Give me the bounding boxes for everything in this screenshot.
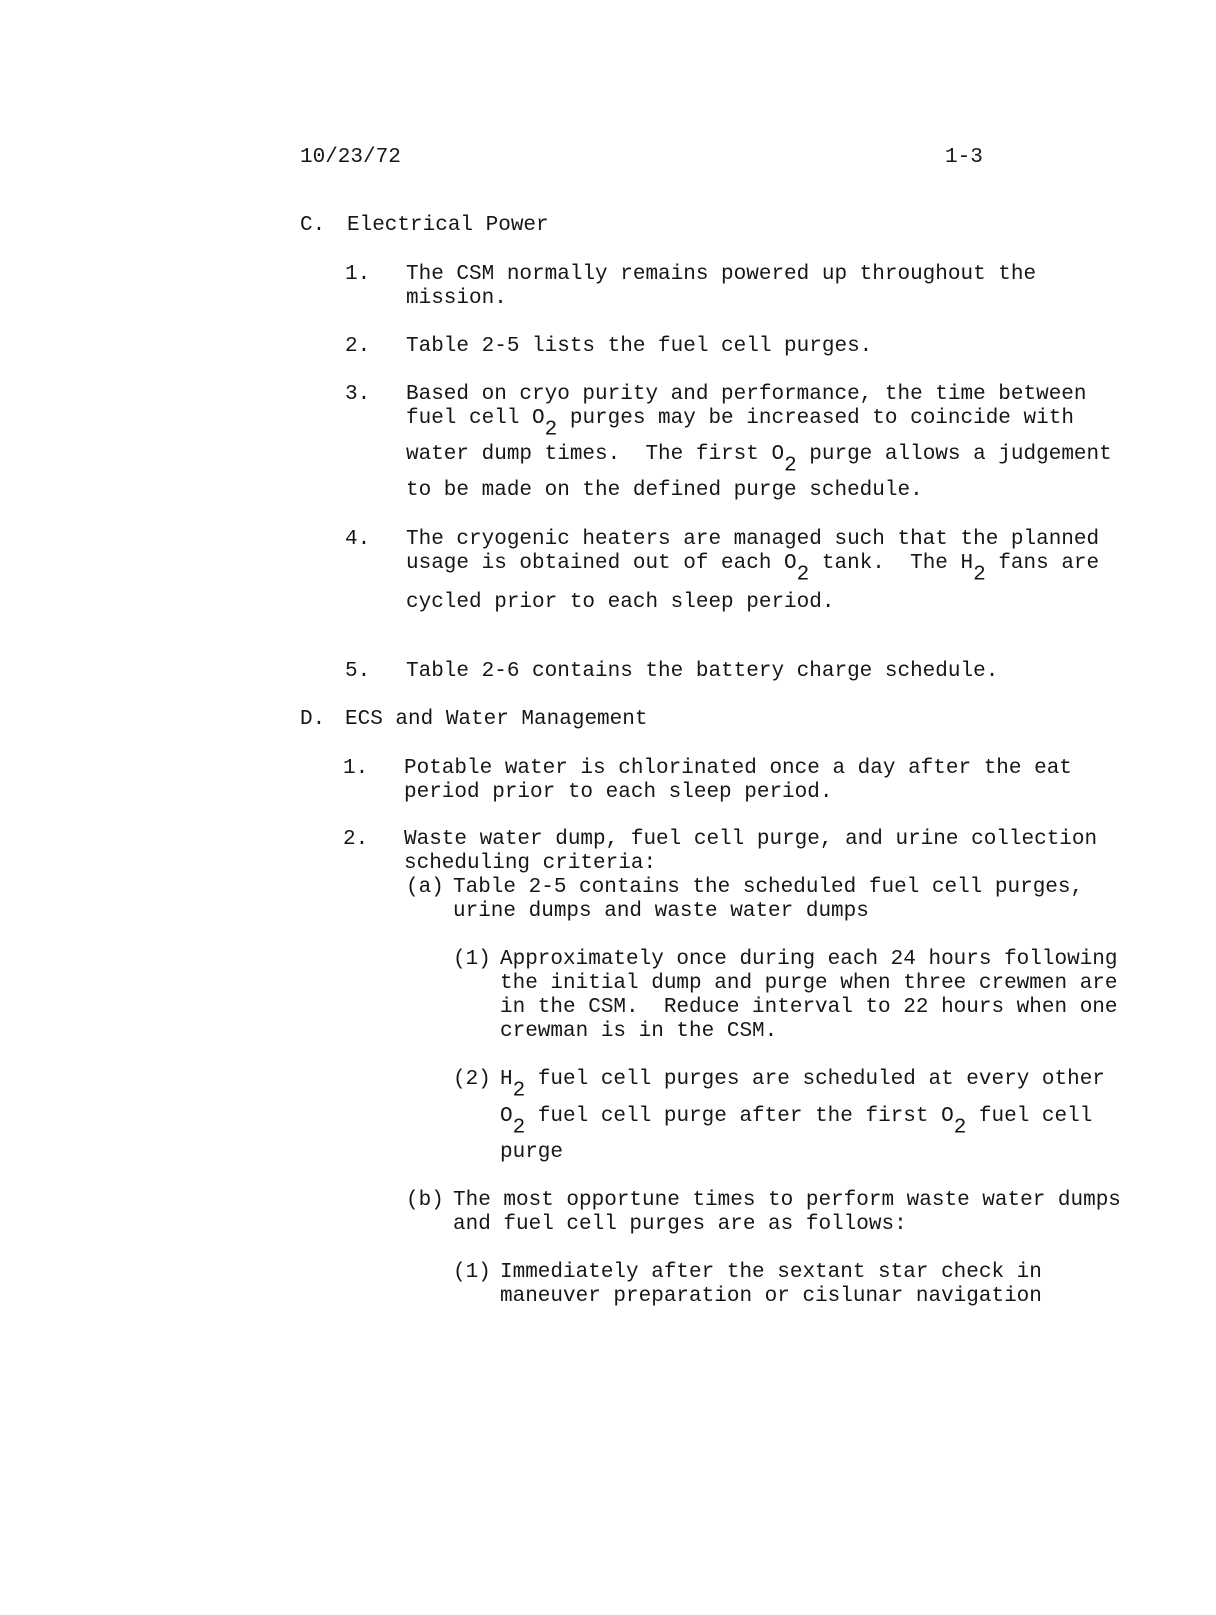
sub-item-b-label: (b) xyxy=(406,1189,444,1212)
sub-item-a2-line-1: $H_2$ fuel cell purges are scheduled at every other xyxy=(500,1068,1105,1103)
c-item-1-line-1: The CSM normally remains powered up throughout the xyxy=(406,263,1037,286)
c-item-3-line-2: fuel cell $O_2$ purges may be increased to coincide with xyxy=(406,407,1074,442)
d-item-2-line-2: scheduling criteria: xyxy=(404,852,657,875)
sub-item-a2-line-3: purge xyxy=(500,1141,564,1164)
c-item-4-line-1: The cryogenic heaters are managed such that the planned xyxy=(406,528,1100,551)
c-item-1-line-2: mission. xyxy=(406,287,507,310)
section-c-letter: C. xyxy=(300,214,326,237)
c-item-5-number: 5. xyxy=(345,660,371,683)
sub-item-b1-line-1: Immediately after the sextant star check in xyxy=(500,1261,1042,1284)
c-item-3-line-3: water dump times. The first $O_2$ purge allows a judgement xyxy=(406,443,1112,478)
d-item-2-number: 2. xyxy=(343,828,369,851)
d-item-1-number: 1. xyxy=(343,757,369,780)
c-item-4-line-2: usage is obtained out of each $O_2$ tank. The $H_2$ fans are xyxy=(406,552,1100,587)
sub-item-a2-label: (2) xyxy=(453,1068,491,1091)
section-c-title: Electrical Power xyxy=(347,214,549,237)
sub-item-a-label: (a) xyxy=(406,876,444,899)
c-item-4-number: 4. xyxy=(345,528,371,551)
section-d-title: ECS and Water Management xyxy=(345,708,648,731)
sub-item-b1-line-2: maneuver preparation or cislunar navigation xyxy=(500,1285,1042,1308)
sub-item-a1-line-3: in the CSM. Reduce interval to 22 hours when one xyxy=(500,996,1118,1019)
c-item-5-line-1: Table 2-6 contains the battery charge schedule. xyxy=(406,660,999,683)
sub-item-a-line-1: Table 2-5 contains the scheduled fuel cell purges, xyxy=(453,876,1084,899)
page-number: 1-3 xyxy=(945,146,983,169)
sub-item-a-line-2: urine dumps and waste water dumps xyxy=(453,900,869,923)
c-item-2-number: 2. xyxy=(345,335,371,358)
d-item-2-line-1: Waste water dump, fuel cell purge, and urine collection xyxy=(404,828,1098,851)
c-item-3-line-4: to be made on the defined purge schedule. xyxy=(406,479,923,502)
section-d-letter: D. xyxy=(300,708,326,731)
c-item-3-number: 3. xyxy=(345,383,371,406)
sub-item-b-line-1: The most opportune times to perform waste water dumps xyxy=(453,1189,1121,1212)
sub-item-a1-label: (1) xyxy=(453,948,491,971)
d-item-1-line-2: period prior to each sleep period. xyxy=(404,781,833,804)
c-item-2-line-1: Table 2-5 lists the fuel cell purges. xyxy=(406,335,873,358)
sub-item-a1-line-1: Approximately once during each 24 hours following xyxy=(500,948,1118,971)
sub-item-b-line-2: and fuel cell purges are as follows: xyxy=(453,1213,907,1236)
sub-item-a1-line-2: the initial dump and purge when three crewmen are xyxy=(500,972,1118,995)
c-item-4-line-3: cycled prior to each sleep period. xyxy=(406,591,835,614)
c-item-1-number: 1. xyxy=(345,263,371,286)
sub-item-a1-line-4: crewman is in the CSM. xyxy=(500,1020,778,1043)
sub-item-a2-line-2: $O_2$ fuel cell purge after the first $O_2$ fuel cell xyxy=(500,1105,1093,1140)
sub-item-b1-label: (1) xyxy=(453,1261,491,1284)
c-item-3-line-1: Based on cryo purity and performance, the time between xyxy=(406,383,1087,406)
d-item-1-line-1: Potable water is chlorinated once a day after the eat xyxy=(404,757,1072,780)
document-date: 10/23/72 xyxy=(300,146,401,169)
